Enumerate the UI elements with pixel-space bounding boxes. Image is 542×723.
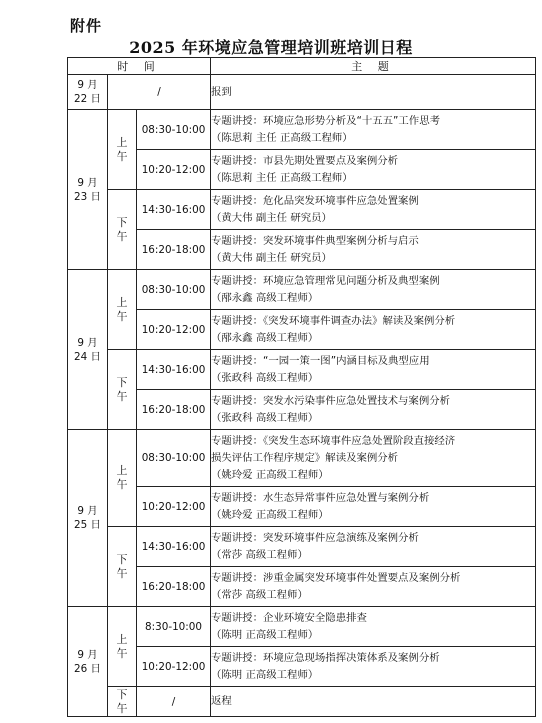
- table-row: [68, 310, 536, 350]
- topic-cell: [211, 647, 536, 687]
- afternoon-label: 下 午: [108, 527, 137, 607]
- date-month: 9 月: [77, 176, 98, 189]
- afternoon-label: 下 午: [108, 190, 137, 270]
- date-cell: [68, 110, 108, 270]
- table-row: [68, 230, 536, 270]
- topic-cell: [211, 567, 536, 607]
- date-cell: [68, 270, 108, 430]
- time-header: 时 间: [68, 58, 211, 75]
- table-row: [68, 607, 536, 647]
- attachment-label: 附件: [70, 17, 103, 35]
- topic-cell: [211, 190, 536, 230]
- time-cell: 14:30-16:00: [137, 190, 211, 230]
- time-cell: 10:20-12:00: [137, 310, 211, 350]
- table-row: [68, 190, 536, 230]
- topic-title: 专题讲授：水生态异常事件应急处置与案例分析: [211, 491, 430, 504]
- topic-title: 专题讲授：《突发生态环境事件应急处置阶段直接经济: [211, 434, 456, 447]
- topic-title: 专题讲授：环境应急管理常见问题分析及典型案例: [211, 274, 440, 287]
- table-row: [68, 150, 536, 190]
- topic-cell: [211, 310, 536, 350]
- schedule-table: [67, 57, 536, 717]
- time-cell: /: [108, 75, 211, 110]
- topic-lecturer: （黄大伟 副主任 研究员）: [211, 211, 332, 224]
- date-cell: [68, 430, 108, 607]
- topic-title: 专题讲授：企业环境安全隐患排查: [211, 611, 367, 624]
- topic-lecturer: （张政科 高级工程师）: [211, 371, 319, 384]
- topic-lecturer: （黄大伟 副主任 研究员）: [211, 251, 332, 264]
- topic-title: 专题讲授：突发水污染事件应急处置技术与案例分析: [211, 394, 450, 407]
- table-row: [68, 75, 536, 110]
- topic-title: 专题讲授：涉重金属突发环境事件处置要点及案例分析: [211, 571, 461, 584]
- topic-title: 专题讲授：突发环境事件应急演练及案例分析: [211, 531, 419, 544]
- table-row: [68, 647, 536, 687]
- page-title: 2025 年环境应急管理培训班培训日程: [129, 38, 413, 57]
- topic-lecturer: （陈明 正高级工程师）: [211, 628, 319, 641]
- topic-cell: [211, 230, 536, 270]
- topic-lecturer: （陈思莉 主任 正高级工程师）: [211, 131, 353, 144]
- topic-cell: [211, 350, 536, 390]
- time-cell: 10:20-12:00: [137, 487, 211, 527]
- topic-title: 专题讲授：环境应急现场指挥决策体系及案例分析: [211, 651, 440, 664]
- date-day: 25 日: [74, 519, 101, 531]
- date-day: 26 日: [74, 662, 101, 675]
- afternoon-label: 下 午: [108, 687, 137, 717]
- time-cell: 16:20-18:00: [137, 390, 211, 430]
- table-row: [68, 527, 536, 567]
- topic-lecturer: （陈明 正高级工程师）: [211, 668, 319, 681]
- table-row: [68, 567, 536, 607]
- date-day: 22 日: [74, 93, 101, 105]
- date-cell: [68, 607, 108, 717]
- time-cell: 08:30-10:00: [137, 110, 211, 150]
- topic-cell: [211, 110, 536, 150]
- topic-cell: [211, 607, 536, 647]
- topic-cell: [211, 270, 536, 310]
- topic-lecturer: （姚玲爱 正高级工程师）: [211, 468, 329, 481]
- topic-title: 专题讲授：“一园一策一图”内涵目标及典型应用: [211, 354, 430, 367]
- topic-title: 专题讲授：环境应急形势分析及“十五五”工作思考: [211, 114, 440, 127]
- time-cell: 16:20-18:00: [137, 567, 211, 607]
- date-cell: [68, 75, 108, 110]
- morning-label: 上 午: [108, 430, 137, 527]
- time-cell: 10:20-12:00: [137, 150, 211, 190]
- topic-cell: [211, 390, 536, 430]
- morning-label: 上 午: [108, 270, 137, 350]
- topic-title: 专题讲授：《突发环境事件调查办法》解读及案例分析: [211, 314, 456, 327]
- topic-lecturer: （姚玲爱 正高级工程师）: [211, 508, 329, 521]
- date-month: 9 月: [77, 505, 98, 517]
- topic-title: 专题讲授：市县先期处置要点及案例分析: [211, 154, 399, 167]
- time-cell: 10:20-12:00: [137, 647, 211, 687]
- table-row: [68, 390, 536, 430]
- date-month: 9 月: [77, 336, 98, 349]
- afternoon-label: 下 午: [108, 350, 137, 430]
- time-cell: 08:30-10:00: [137, 430, 211, 487]
- table-row: [68, 430, 536, 487]
- table-row: [68, 487, 536, 527]
- time-cell: 08:30-10:00: [137, 270, 211, 310]
- morning-label: 上 午: [108, 110, 137, 190]
- topic-lecturer: （陈思莉 主任 正高级工程师）: [211, 171, 353, 184]
- topic-cell: [211, 430, 536, 487]
- morning-label: 上 午: [108, 607, 137, 687]
- time-cell: /: [137, 687, 211, 717]
- topic-title: 专题讲授：危化品突发环境事件应急处置案例: [211, 194, 419, 207]
- topic-title-cont: 损失评估工作程序规定》解读及案例分析: [211, 451, 399, 464]
- date-month: 9 月: [77, 648, 98, 661]
- time-cell: 8:30-10:00: [137, 607, 211, 647]
- topic-cell: [211, 527, 536, 567]
- table-row: [68, 110, 536, 150]
- time-cell: 14:30-16:00: [137, 350, 211, 390]
- table-row: [68, 270, 536, 310]
- table-row: [68, 687, 536, 717]
- topic-cell: [211, 150, 536, 190]
- topic-lecturer: （常莎 高级工程师）: [211, 548, 308, 561]
- topic-cell: 返程: [211, 687, 536, 717]
- date-month: 9 月: [77, 79, 98, 91]
- date-day: 23 日: [74, 190, 101, 203]
- topic-title: 专题讲授：突发环境事件典型案例分析与启示: [211, 234, 419, 247]
- topic-header: 主 题: [211, 58, 536, 75]
- table-row: [68, 350, 536, 390]
- topic-lecturer: （张政科 高级工程师）: [211, 411, 319, 424]
- topic-lecturer: （邴永鑫 高级工程师）: [211, 291, 319, 304]
- time-cell: 16:20-18:00: [137, 230, 211, 270]
- header-row: [68, 58, 536, 75]
- topic-cell: 报到: [211, 75, 536, 110]
- topic-lecturer: （常莎 高级工程师）: [211, 588, 308, 601]
- date-day: 24 日: [74, 350, 101, 363]
- time-cell: 14:30-16:00: [137, 527, 211, 567]
- topic-cell: [211, 487, 536, 527]
- topic-lecturer: （邴永鑫 高级工程师）: [211, 331, 319, 344]
